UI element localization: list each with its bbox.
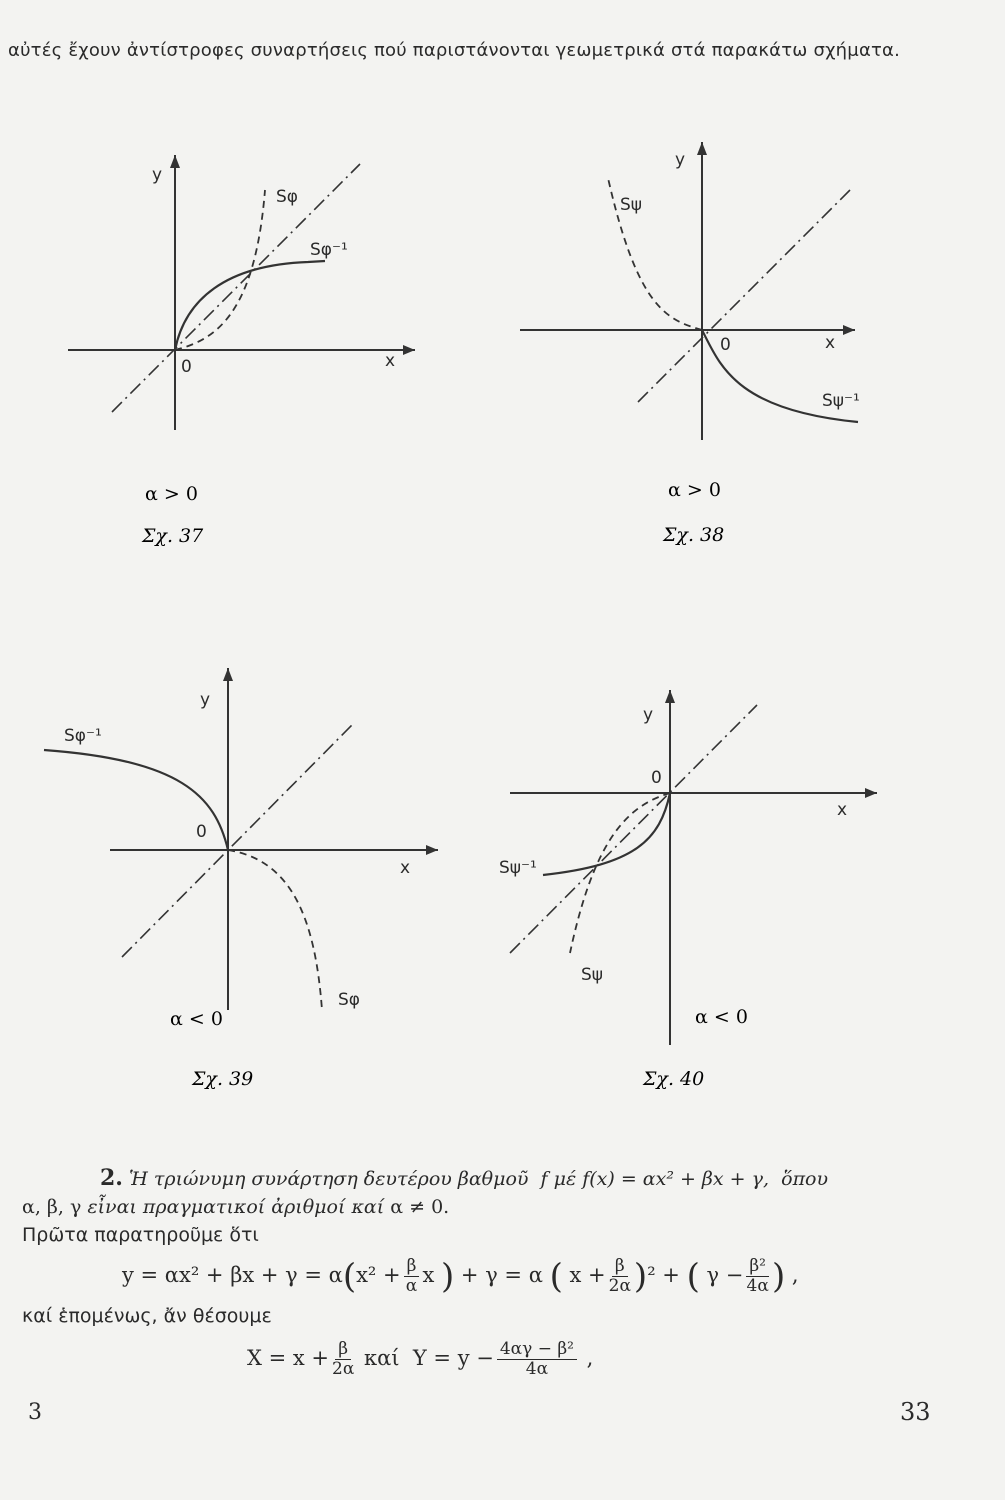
figure-caption: Σχ. 38 [663, 524, 725, 546]
y-axis-label: y [200, 690, 211, 710]
function-curve [228, 850, 322, 1010]
curve-label-dashed: Sφ [338, 990, 361, 1010]
condition-label: α > 0 [145, 483, 198, 505]
equation-completing-square: y = αx² + βx + γ = α(x² + $\frac{\beta}{\alpha}$ x ) + γ = α ( x + $\frac{\beta}{2\alpha}$ )² + ( γ − $\frac{\text{β²}}{4\alpha}$ ) , [122, 1256, 799, 1297]
figure-37 [60, 150, 430, 550]
page-number-right: 33 [900, 1398, 931, 1426]
curve-label-solid: Sφ⁻¹ [310, 240, 348, 260]
condition-label: α > 0 [668, 479, 721, 501]
curve-label-solid: Sψ⁻¹ [822, 391, 860, 411]
section-2 [22, 1164, 982, 1379]
curve-label-dashed: Sφ [276, 187, 299, 207]
page-number-left: 3 [28, 1400, 42, 1425]
section-title: Ἡ τριώνυμη συνάρτηση δευτέρου βαθμοῦ [129, 1168, 529, 1190]
figure-40 [495, 685, 895, 1095]
y-axis-label: y [643, 705, 654, 725]
figure-caption: Σχ. 37 [142, 525, 204, 547]
figure-39 [50, 665, 450, 1095]
substitution-intro: καί ἑπομένως, ἄν θέσουμε [22, 1305, 272, 1327]
origin-label: 0 [181, 357, 192, 377]
curve-label-solid: Sψ⁻¹ [499, 858, 537, 878]
figure-caption: Σχ. 40 [643, 1068, 705, 1090]
curve-label-dashed: Sψ [620, 195, 643, 215]
section-number: 2. [100, 1165, 123, 1191]
coefficients-desc: εἶναι πραγματικοί ἀριθμοί καί [87, 1196, 385, 1218]
origin-label: 0 [196, 822, 207, 842]
curve-label-solid: Sφ⁻¹ [64, 726, 102, 746]
inverse-curve [543, 793, 670, 875]
intro-text: αὐτές ἔχουν ἀντίστροφες συναρτήσεις πού παριστάνονται γεωμετρικά στά παρακάτω σχήματα. [8, 40, 901, 61]
diagonal-line [638, 190, 850, 402]
x-axis-label: x [837, 800, 848, 820]
nonzero-condition: α ≠ 0. [390, 1196, 450, 1218]
x-axis-label: x [825, 333, 836, 353]
diagonal-line [112, 164, 360, 412]
condition-label: α < 0 [170, 1008, 223, 1030]
opou-word: ὅπου [781, 1168, 829, 1190]
function-curve [570, 793, 670, 953]
y-axis-label: y [152, 165, 163, 185]
y-axis-label: y [675, 150, 686, 170]
x-axis-label: x [385, 351, 396, 371]
diagonal-line [510, 705, 757, 953]
equation-substitution: X = x + $\frac{\beta}{2\alpha}$ καί Y = y − $\frac{\text{4αγ − β²}}{4\alpha}$ , [247, 1339, 594, 1379]
coefficients: α, β, γ [22, 1196, 82, 1218]
origin-label: 0 [651, 768, 662, 788]
figure-38 [520, 140, 900, 550]
curve-label-dashed: Sψ [581, 965, 604, 985]
figure-caption: Σχ. 39 [192, 1068, 254, 1090]
condition-label: α < 0 [695, 1006, 748, 1028]
diagonal-line [122, 725, 352, 957]
x-axis-label: x [400, 858, 411, 878]
function-definition: f μέ f(x) = αx² + βx + γ, [540, 1168, 770, 1190]
origin-label: 0 [720, 335, 731, 355]
intro-observe: Πρῶτα παρατηροῦμε ὅτι [22, 1224, 259, 1246]
